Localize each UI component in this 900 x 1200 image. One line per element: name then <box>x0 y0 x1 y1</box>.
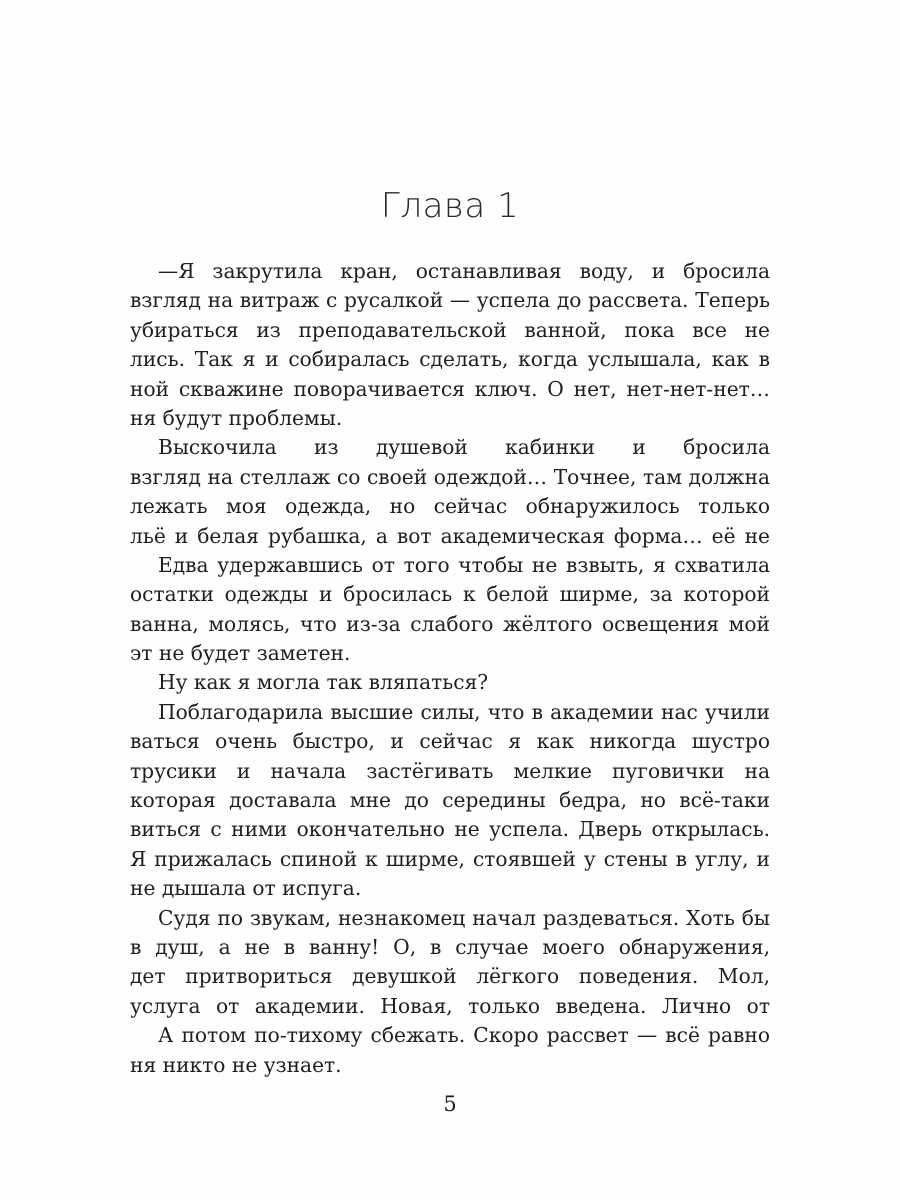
text-line: ня никто не узнает. <box>130 1052 342 1077</box>
text-line: эт не будет заметен. <box>130 641 351 666</box>
text-line: остатки одежды и бросилась к белой ширме, за которой <box>130 582 770 607</box>
text-line: ной скважине поворачивается ключ. О нет, нет-нет-нет… <box>130 376 770 401</box>
text-line: взгляд на стеллаж со своей одеждой… Точнее, там должна <box>130 464 770 489</box>
text-line: Я прижалась спиной к ширме, стоявшей у стены в углу, и <box>130 846 770 871</box>
page-number: 5 <box>443 1092 457 1116</box>
text-line: лежать моя одежда, но сейчас обнаружилось только <box>130 494 770 519</box>
text-line: ванна, молясь, что из-за слабого жёлтого освещения мой <box>130 611 770 636</box>
text-line: ня будут проблемы. <box>130 405 343 430</box>
text-line: лись. Так я и собиралась сделать, когда услышала, как в <box>130 347 770 372</box>
text-line: льё и белая рубашка, а вот академическая форма… её не <box>130 523 770 548</box>
text-line: —Я закрутила кран, останавливая воду, и бросила <box>158 259 770 283</box>
text-line: в душ, а не в ванну! О, в случае моего обнаружения, <box>130 934 770 959</box>
text-line: Выскочила из душевой кабинки и бросила <box>158 435 770 460</box>
text-line: взгляд на витраж с русалкой — успела до рассвета. Теперь <box>130 288 770 313</box>
text-line: Ну как я могла так вляпаться? <box>158 670 489 695</box>
text-line: услуга от академии. Новая, только введена. Лично от <box>130 993 770 1018</box>
text-line: виться с ними окончательно не успела. Дверь открылась. <box>130 817 770 842</box>
chapter-title: Глава 1 <box>380 186 520 226</box>
chapter-body-text <box>130 257 770 1080</box>
text-line: Судя по звукам, незнакомец начал раздеваться. Хоть бы <box>158 905 770 930</box>
text-line: не дышала от испуга. <box>130 876 362 901</box>
text-line: убираться из преподавательской ванной, пока все не <box>130 317 770 342</box>
text-line: трусики и начала застёгивать мелкие пуговички на <box>130 758 770 783</box>
text-line: А потом по-тихому сбежать. Скоро рассвет — всё равно <box>158 1023 770 1048</box>
text-line: которая доставала мне до середины бедра, но всё-таки <box>130 788 770 813</box>
text-line: Поблагодарила высшие силы, что в академии нас учили <box>158 699 770 724</box>
text-line: Едва удержавшись от того чтобы не взвыть, я схватила <box>158 552 770 577</box>
text-line: ваться очень быстро, и сейчас я как никогда шустро <box>130 729 770 754</box>
text-line: дет притвориться девушкой лёгкого поведения. Мол, <box>130 964 770 989</box>
